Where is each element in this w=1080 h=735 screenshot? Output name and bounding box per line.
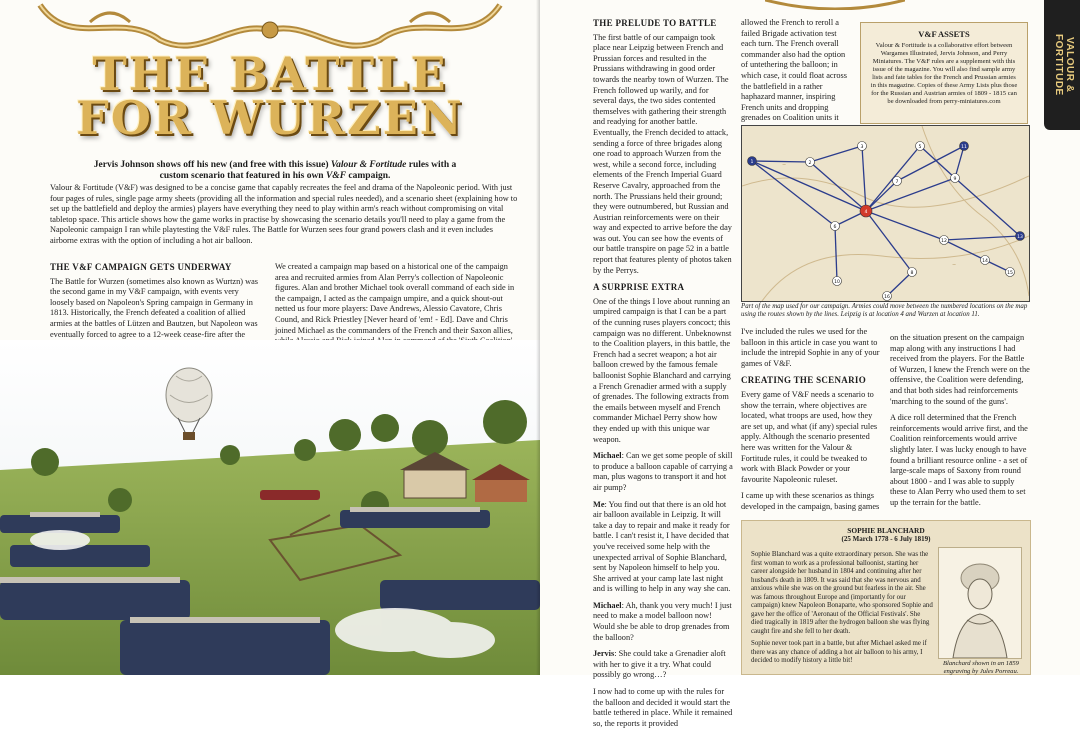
sophie-heading: SOPHIE BLANCHARD (847, 526, 925, 535)
map-location-label: 10 (834, 279, 840, 285)
section-tab (1044, 0, 1080, 130)
map-location-label: 3 (860, 144, 864, 150)
body-paragraph: Sophie Blanchard was a quite extraordinary person. She was the first woman to work as a professional balloonist, starting her career alongside her husband in 1804 and continuing after her husband's death in 1809. It was said that she was nervous and anxious while she was on the ground but fearless in the air. She was famous throughout Europe and (importantly for our campaign) knew Napoleon Bonaparte, who sponsored Sophie and gave her the office of 'Aeronaut of the Official Festivals'. She died tragically in 1819 after the hydrogen balloon she was flying caught fire and she fell to her death. (751, 551, 933, 635)
map-location-label: 4 (864, 209, 868, 215)
dialogue-text: : Ah, thank you very much! I just need to make a model balloon now! Would she be able to drop grenades from the balloon? (593, 600, 732, 642)
assets-text: Valour & Fortitude is a collaborative effort between Wargames Illustrated, Jervis Johnson, and Perry Miniatures. The V&F rules are a supplement with this issue of the magazine. You will also find sample army lists and fate tables for the French and Prussian armies in this magazine. Copies of these Army Lists plus those for the Russian and Austrian armies of 1809 - 1815 can be downloaded from perry-miniatures.com (870, 42, 1018, 105)
map-location-label: 5 (918, 144, 922, 150)
assets-box (860, 22, 1028, 124)
dialogue-text: : Can we get some people of skill to produce a balloon capable of carrying a man, plus wagons to transport it and hot air pump? (593, 451, 733, 492)
map-location-label: 1 (750, 159, 754, 165)
body-paragraph: I now had to come up with the rules for the balloon and decided it would start the battle tethered in place. While it remained so, the reports it provided (593, 687, 733, 728)
section-heading: CREATING THE SCENARIO (741, 375, 866, 386)
map-location-label: 12 (941, 238, 947, 244)
body-paragraph: The first battle of our campaign took place near Leipzig between French and Prussian forces and resulted in the Prussians withdrawing in good order towards the nearby town of Wurzen. The French followed up warily, and for several days, the two sides contented themselves with gathering their strength and readying for another battle. Eventually, the French decided to attack, sending a force of three brigades along one road to approach Wurzen from the west, while a second force, including elements of the French Imperial Guard Reserve Cavalry, approached from the north. The Prussians held their ground; they were outnumbered, but Russian and Austrian reinforcements were on their way and expected to arrive before the day was out. You can see how the events of our battle transpire on page 52 in a battle report that features plenty of photos taken by the Perrys. (593, 32, 732, 275)
dialogue-text: : You find out that there is an old hot air balloon available in Leipzig. It will take a day to repair and make it ready for battle. I can't resist it, I have decided that you've received some help with the unexpected arrival of Sophie Blanchard, sent by Napoleon himself to help you. She arrived at your camp late last night and is willing to help in any way she can. (593, 499, 731, 594)
body-paragraph: on the situation present on the campaign map along with any instructions I had received from the players. For the Battle of Wurzen, I knew the French were on the offensive, the Coalition were defending, and that both sides had reinforcements 'marching to the sound of the guns'. (890, 333, 1030, 406)
map-caption: Part of the map used for our campaign. Armies could move between the numbered locations on the map using the routes shown by the lines. Leipzig is at location 4 and Wurzen at location 11. (741, 303, 1028, 319)
left-page (0, 0, 540, 675)
map-location-label: 15 (1007, 270, 1013, 276)
sophie-text (751, 551, 933, 670)
speaker: Michael (593, 451, 622, 461)
map-location-label: 13 (1017, 234, 1023, 240)
body-paragraph: A dice roll determined that the French reinforcements would arrive first, and the Coalition reinforcements would arrive slightly later. I was lucky enough to have found a brilliant resource online - a set of large-scale maps of Saxony from round about 1800 - and I was able to supply these to Alan Perry who used them to set up the terrain for the battle. (890, 413, 1028, 507)
standfirst-part: rules with a custom scenario that featured in his own (159, 160, 457, 181)
body-paragraph: One of the things I love about running an umpired campaign is that I can be a part of the cunning ruses players concoct; this campaign was no different. Unbeknownst to the Coalition players, in this battle, the French had a secret weapon; a hot air balloon crewed by the famous female balloonist Sophie Blanchard and carrying a French Grenadier armed with a supply of grenades. The following extracts from the emails between myself and French commander Michael Perry show how they ended up with this unique war weapon. (593, 296, 732, 444)
map-location-label: 9 (953, 176, 957, 182)
portrait-engraving (938, 547, 1022, 659)
campaign-map (741, 125, 1030, 302)
dialogue-line (593, 500, 733, 595)
map-location-label: 7 (895, 179, 899, 185)
dialogue-line (593, 601, 733, 643)
ornament-top-right (765, 0, 905, 10)
standfirst-emphasis: Valour & Fortitude (330, 160, 407, 170)
standfirst-part: Jervis Johnson shows off his new (and free with this issue) (93, 160, 331, 170)
svg-text:~: ~ (782, 162, 787, 168)
speaker: Jervis (593, 649, 615, 659)
dialogue-text: : She could take a Grenadier aloft with her to give it a try. What could possibly go wrong…? (593, 649, 726, 680)
column-4 (741, 18, 851, 141)
map-location-label: 14 (982, 258, 988, 264)
section-heading: THE V&F CAMPAIGN GETS UNDERWAY (50, 262, 232, 272)
map-location-label: 2 (808, 160, 812, 166)
body-paragraph: I've included the rules we used for the balloon in this article in case you want to include the intrepid Sophie in any of your games of V&F. (741, 327, 880, 368)
article-title (60, 47, 480, 145)
map-location-label: 16 (884, 294, 890, 300)
standfirst-emphasis: V&F (325, 171, 347, 181)
column-3 (593, 18, 733, 735)
assets-heading: V&F ASSETS (918, 29, 970, 39)
svg-text:~: ~ (952, 262, 957, 268)
body-paragraph: The Battle for Wurzen (sometimes also known as Wurtzn) was the second game in my V&F campaign, with events very loosely based on Napoleon's Spring campaign in Germany in 1813. Historically, the French defeated a coalition of allied armies at the battles of Lützen and Bautzen, but Napoleon was eventually forced to agree to a 12-week cease-fire after the (50, 276, 259, 339)
body-paragraph: Every game of V&F needs a scenario to show the terrain, where objectives are located, what troops are used, how they are set up, and what (if any) special rules apply. Although the scenario presented here was written for the Valour & Fortitude rules, it could be tweaked to work with Black Powder or your favourite Napoleonic ruleset. (741, 389, 878, 484)
body-paragraph: We created a campaign map based on a historical one of the campaign area and recruited armies from Alan Perry's collection of Napoleonic figures. Alan and brother Michael took overall command of each side in the campaign, I acted as the campaign umpire, and a quick shout-out netted us four more players: Dave Andrews, Alessio Cavatore, Chris Cound, and Rick Priestley [Never heard of 'em! - Ed]. Dave and Chris joined Michael as the commanders of the French and their Saxon allies, (275, 262, 515, 335)
section-tab-label: VALOUR & FORTITUDE (1053, 34, 1075, 96)
column-5 (741, 327, 881, 519)
sophie-dates: (25 March 1778 - 6 July 1819) (841, 535, 931, 543)
map-location-label: 11 (961, 144, 967, 150)
speaker: Me (593, 499, 605, 509)
intro-paragraph: Valour & Fortitude (V&F) was designed to be a concise game that capably recreates the feel and drama of the Napoleonic period. With just four pages of rules, single page army sheets (providing all the information and special rules needed), and a scenario sheet (explaining how to set up the battlefield and deploy the armies) players have everything they need to play within arm's reach without compromising on vital tabletop space. This article shows how the game works in practise by showcasing the scenario details you'll need to play a game from the Napoleonic campaign I ran while playtesting the V&F rules. The Battle for Wurzen sees four grand powers clash and it even includes airborne extras with the option of including a hot air balloon. (50, 183, 518, 245)
map-location-label: 8 (910, 270, 914, 276)
body-paragraph: allowed the French to reroll a failed Brigade activation test each turn. The French overall commander also had the option of untethering the balloon; in which case, it could float across the battlefield in a rather haphazard manner, inspiring French units and dropping grenades on Coalition units it (741, 18, 847, 123)
section-heading: THE PRELUDE TO BATTLE (593, 18, 717, 28)
standfirst-part: campaign. (346, 171, 391, 181)
section-heading: A SURPRISE EXTRA (593, 282, 685, 293)
body-paragraph: I came up with these scenarios as things developed in the campaign, basing games (741, 491, 880, 511)
body-paragraph: Sophie never took part in a battle, but after Michael asked me if there was any chance of adding a hot air balloon to his army, I decided to modify history a little bit! (751, 640, 927, 664)
battlefield-photo (0, 340, 540, 675)
dialogue-line (593, 451, 733, 493)
portrait-caption: Blanchard shown in an 1859 engraving by Jules Porreau. (943, 660, 1019, 675)
map-location-label: 6 (833, 224, 837, 230)
standfirst (80, 160, 470, 182)
dialogue-line (593, 649, 733, 681)
sophie-blanchard-box (741, 520, 1031, 675)
title-line-2: FOR WURZEN (76, 91, 464, 145)
speaker: Michael (593, 600, 622, 610)
title-line-1: THE BATTLE (92, 47, 448, 101)
column-6 (890, 333, 1030, 515)
